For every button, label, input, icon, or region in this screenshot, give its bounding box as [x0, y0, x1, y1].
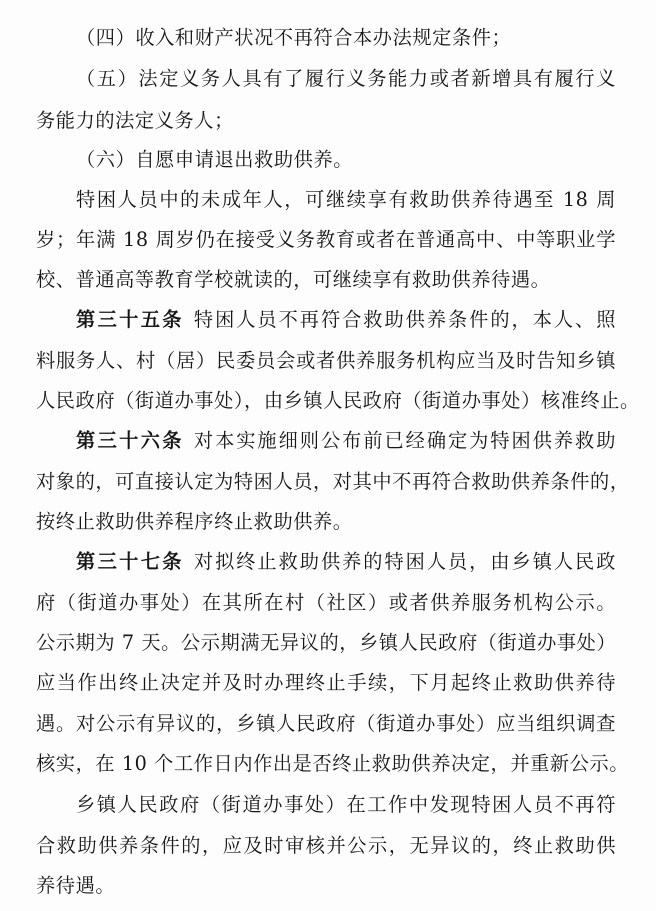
- list-item-5-line-1: [76, 67, 616, 91]
- list-item-6: [76, 148, 353, 172]
- text-line: 料服务人、村（居）民委员会或者供养服务机构应当及时告知乡镇: [36, 349, 616, 372]
- paragraph-minors-line-3: [36, 268, 550, 292]
- text-line: 务能力的法定义务人；: [36, 109, 234, 132]
- paragraph-township-line-3: [36, 874, 115, 898]
- text-line: 核实，在 10 个工作日内作出是否终止救助供养决定，并重新公示。: [36, 752, 630, 775]
- text-line: 岁；年满 18 周岁仍在接受义务教育或者在普通高中、中等职业学: [36, 228, 616, 251]
- article-36-line-1: [76, 429, 616, 453]
- list-item-5-line-2: [36, 109, 234, 133]
- text-line: 校、普通高等教育学校就读的，可继续享有救助供养待遇。: [36, 268, 551, 291]
- article-37-line-5: [36, 712, 616, 736]
- article-36-line-2: [36, 470, 630, 494]
- text-line: 应当作出终止决定并及时办理终止手续，下月起终止救助供养待: [36, 671, 616, 694]
- text-line: 对本实施细则公布前已经确定为特困供养救助: [193, 429, 617, 452]
- article-35-line-3: [36, 389, 640, 413]
- article-37-heading: 第三十七条: [76, 550, 184, 573]
- list-item-4: [76, 26, 511, 50]
- paragraph-minors-line-1: [76, 188, 616, 212]
- paragraph-township-line-1: [76, 793, 616, 817]
- article-37-line-3: [36, 631, 616, 655]
- text-line: 乡镇人民政府（街道办事处）在工作中发现特困人员不再符: [76, 793, 616, 816]
- article-37-line-6: [36, 752, 630, 776]
- text-line: 养待遇。: [36, 874, 116, 897]
- text-line: 公示期为 7 天。公示期满无异议的，乡镇人民政府（街道办事处）: [36, 631, 617, 654]
- text-line: 按终止救助供养程序终止救助供养。: [36, 510, 353, 533]
- text-line: 遇。对公示有异议的，乡镇人民政府（街道办事处）应当组织调查: [36, 712, 616, 735]
- article-37-line-4: [36, 671, 616, 695]
- article-35-line-1: [76, 308, 616, 332]
- text-line: （五）法定义务人具有了履行义务能力或者新增具有履行义: [76, 67, 616, 90]
- paragraph-township-line-2: [36, 834, 616, 858]
- text-line: 合救助供养条件的，应及时审核并公示，无异议的，终止救助供: [36, 834, 616, 857]
- article-36-line-3: [36, 510, 353, 534]
- article-35-heading: 第三十五条: [76, 308, 184, 331]
- article-37-line-2: [36, 591, 616, 615]
- article-37-line-1: [76, 550, 616, 574]
- text-line: 人民政府（街道办事处），由乡镇人民政府（街道办事处）核准终止。: [36, 389, 640, 412]
- text-line: 府（街道办事处）在其所在村（社区）或者供养服务机构公示。: [36, 591, 616, 614]
- text-line: 特困人员不再符合救助供养条件的，本人、照: [193, 308, 617, 331]
- text-line: 特困人员中的未成年人，可继续享有救助供养待遇至 18 周: [76, 188, 616, 211]
- article-36-heading: 第三十六条: [76, 429, 184, 452]
- paragraph-minors-line-2: [36, 228, 616, 252]
- text-line: （四）收入和财产状况不再符合本办法规定条件；: [76, 26, 512, 49]
- text-line: 对拟终止救助供养的特困人员，由乡镇人民政: [193, 550, 617, 573]
- article-35-line-2: [36, 349, 616, 373]
- text-line: （六）自愿申请退出救助供养。: [76, 148, 354, 171]
- text-line: 对象的，可直接认定为特困人员，对其中不再符合救助供养条件的，: [36, 470, 630, 493]
